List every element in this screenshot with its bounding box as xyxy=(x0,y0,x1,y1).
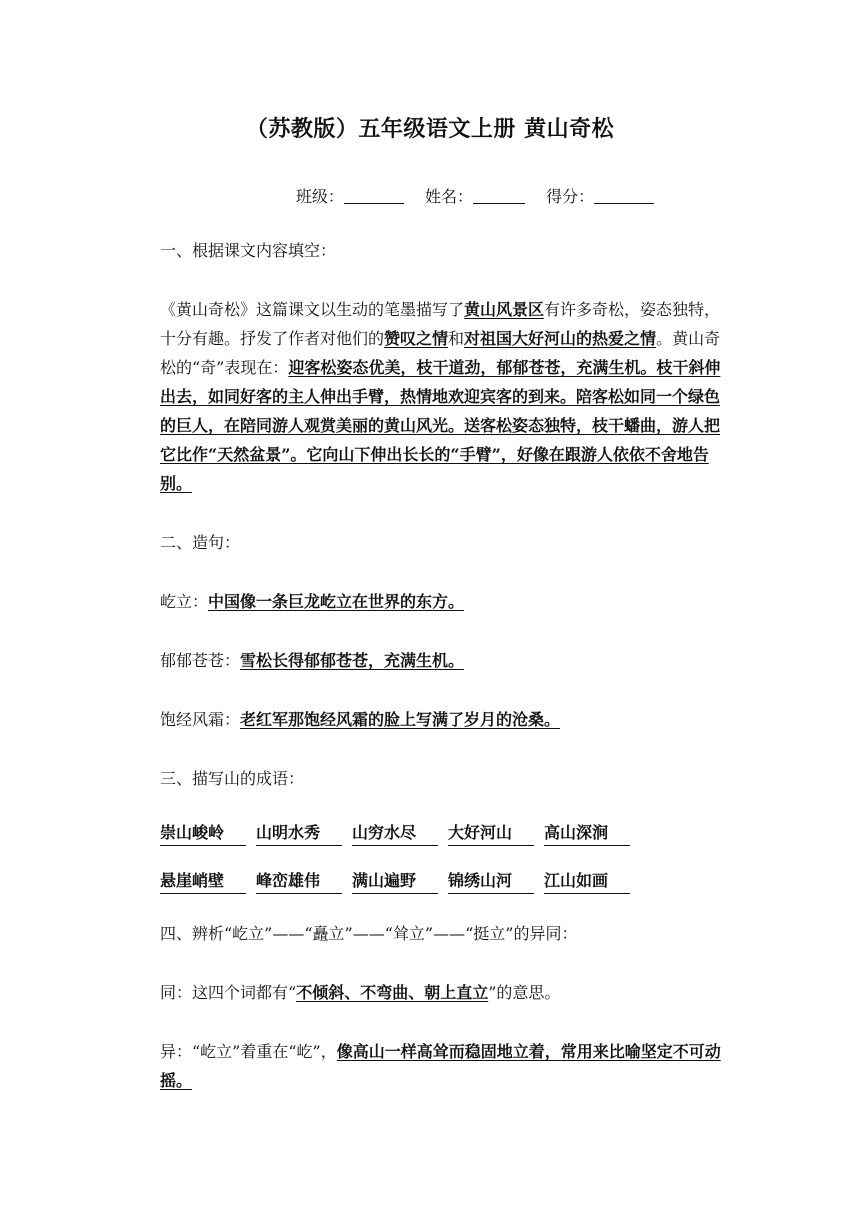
idiom: 崇山峻岭 xyxy=(160,823,246,846)
idiom: 山明水秀 xyxy=(256,823,342,846)
answer-love-of-country: 对祖国大好河山的热爱之情 xyxy=(464,329,657,348)
answer-admiration: 赞叹之情 xyxy=(384,329,449,348)
section4-difference xyxy=(160,1037,732,1095)
idiom-row-2 xyxy=(160,871,732,894)
passage-text-1: 《黄山奇松》这篇课文以生动的笔墨描写了 xyxy=(160,300,465,319)
class-field xyxy=(296,187,409,206)
section4-same xyxy=(160,978,732,1007)
idiom: 峰峦雄伟 xyxy=(256,871,342,894)
sentence-item xyxy=(160,587,732,616)
sentence-answer: 老红军那饱经风霜的脸上写满了岁月的沧桑。 xyxy=(240,710,561,729)
sentence-answer: 雪松长得郁郁苍苍，充满生机。 xyxy=(240,651,465,670)
passage-text-3: 和 xyxy=(448,329,465,348)
section2-heading: 二、造句： xyxy=(160,533,241,552)
idiom: 悬崖峭壁 xyxy=(160,871,246,894)
passage-text-4: 。黄山奇松的“奇”表现在： xyxy=(160,329,721,377)
sentence-answer: 中国像一条巨龙屹立在世界的东方。 xyxy=(208,592,465,611)
sentence-word: 屹立： xyxy=(160,592,209,611)
name-label: 姓名： xyxy=(424,187,473,206)
diff-prefix: 异：“屹立”着重在“屹”， xyxy=(160,1042,337,1061)
idiom: 满山遍野 xyxy=(352,871,438,894)
idiom: 大好河山 xyxy=(448,823,534,846)
sentence-item xyxy=(160,705,732,734)
answer-scenic-area: 黄山风景区 xyxy=(464,300,545,319)
same-answer: 不倾斜、不弯曲、朝上直立 xyxy=(296,983,489,1002)
sentence-item xyxy=(160,646,732,675)
student-info-line xyxy=(0,184,860,207)
answer-pine-description: 迎客松姿态优美，枝干道劲，郁郁苍苍，充满生机。枝干斜伸出去，如同好客的主人伸出手臂，热情地欢迎宾客的到来。陪客松如同一个绿色的巨人，在陪同游人观赏美丽的黄山风光。送客松姿态独特，枝干蟠曲，游人把它比作“天然盆景”。它向山下伸出长长的“手臂”，好像在跟游人依依不舍地告别。 xyxy=(160,358,721,493)
sentence-word: 饱经风霜： xyxy=(160,710,241,729)
diff-answer: 像高山一样高耸而稳固地立着，常用来比喻坚定不可动摇。 xyxy=(160,1042,721,1090)
class-blank xyxy=(344,189,404,204)
sentence-word: 郁郁苍苍： xyxy=(160,651,241,670)
section3-heading: 三、描写山的成语： xyxy=(160,769,305,788)
idiom-row-1 xyxy=(160,823,732,846)
section1-passage xyxy=(160,295,732,498)
section4-heading: 四、辨析“屹立”——“矗立”——“耸立”——“挺立”的异同： xyxy=(160,924,578,943)
passage-text-2: 有许多奇松，姿态独特，十分有趣。抒发了作者对他们的 xyxy=(160,300,721,348)
worksheet-content xyxy=(160,236,732,1125)
score-field xyxy=(546,187,654,206)
same-suffix: ”的意思。 xyxy=(488,983,561,1002)
name-field xyxy=(425,187,530,206)
same-prefix: 同：这四个词都有“ xyxy=(160,983,297,1002)
name-blank xyxy=(473,189,525,204)
idiom: 锦绣山河 xyxy=(448,871,534,894)
idiom: 江山如画 xyxy=(544,871,630,894)
idiom: 高山深涧 xyxy=(544,823,630,846)
section1-heading: 一、根据课文内容填空： xyxy=(160,241,337,260)
idiom: 山穷水尽 xyxy=(352,823,438,846)
score-blank xyxy=(594,189,654,204)
page-title: （苏教版）五年级语文上册 黄山奇松 xyxy=(245,116,615,142)
score-label: 得分： xyxy=(546,187,595,206)
class-label: 班级： xyxy=(295,187,344,206)
